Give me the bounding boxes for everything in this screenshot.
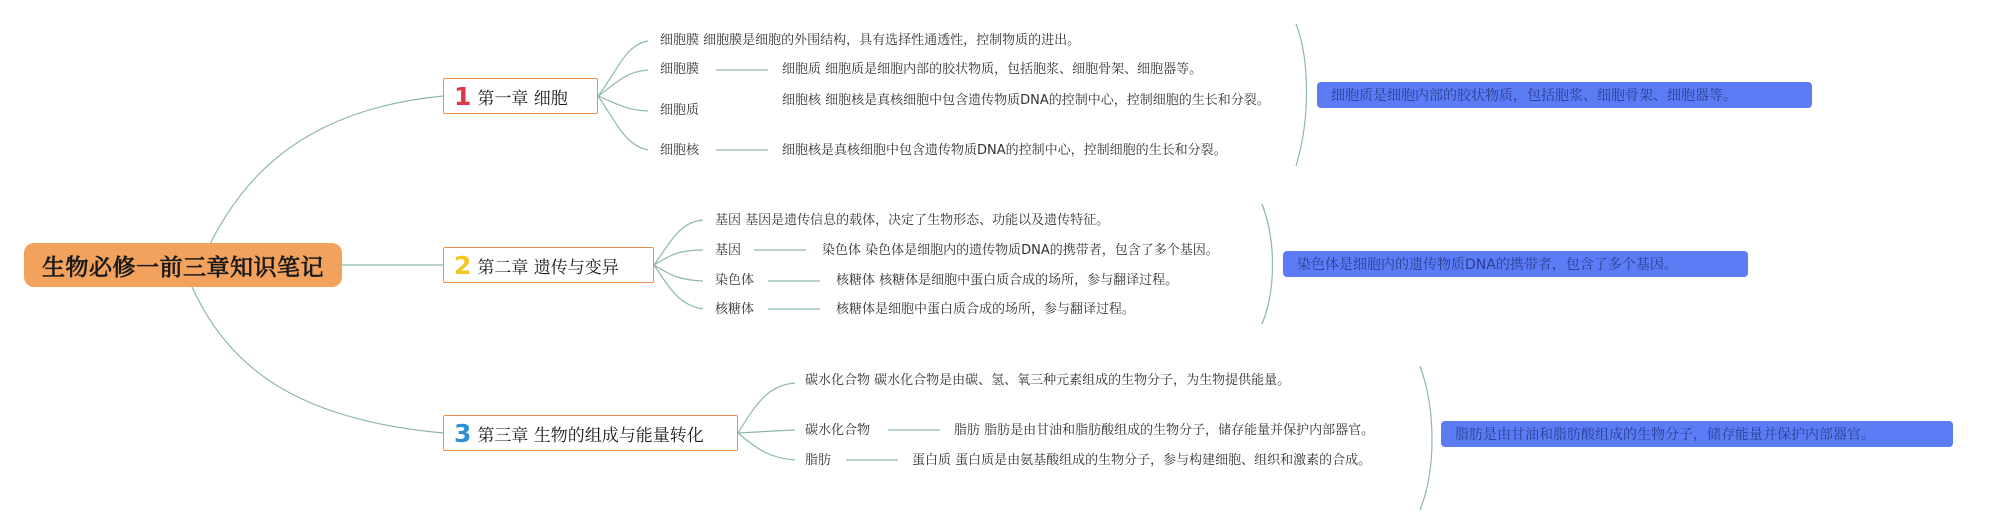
chapter-1-row-1-label[interactable]: 细胞膜 细胞膜是细胞的外围结构，具有选择性通透性，控制物质的进出。 <box>660 33 1081 48</box>
chapter-2-number: 2 <box>454 250 472 280</box>
chapter-2-row-3-detail[interactable]: 核糖体 核糖体是细胞中蛋白质合成的场所，参与翻译过程。 <box>836 273 1179 288</box>
chapter-2-summary[interactable] <box>1283 251 1748 277</box>
chapter-3-number: 3 <box>454 418 472 448</box>
connector-ch2-bracket <box>1262 204 1273 324</box>
chapter-2-row-4-label[interactable]: 核糖体 <box>715 302 755 317</box>
connector-ch2-row-2 <box>654 250 703 265</box>
chapter-3-summary-text: 脂肪是由甘油和脂肪酸组成的生物分子，储存能量并保护内部器官。 <box>1455 427 1875 443</box>
chapter-2-row-4-detail[interactable]: 核糖体是细胞中蛋白质合成的场所，参与翻译过程。 <box>836 302 1136 317</box>
chapter-1-summary[interactable] <box>1317 82 1812 108</box>
chapter-3-row-2-label[interactable]: 碳水化合物 <box>805 423 871 438</box>
chapter-3-row-3-label[interactable]: 脂肪 <box>805 453 832 468</box>
chapter-2-summary-text: 染色体是细胞内的遗传物质DNA的携带者，包含了多个基因。 <box>1297 257 1678 273</box>
chapter-3-row-3-detail[interactable]: 蛋白质 蛋白质是由氨基酸组成的生物分子，参与构建细胞、组织和激素的合成。 <box>912 453 1372 468</box>
chapter-1-number: 1 <box>454 81 472 111</box>
chapter-2-node[interactable] <box>443 247 654 283</box>
connector-ch2-row-1 <box>654 220 703 265</box>
chapter-1-row-4-label[interactable]: 细胞核 <box>660 143 700 158</box>
connector-ch3-row-3 <box>738 433 795 460</box>
connector-root-chapter-3 <box>192 287 443 433</box>
connector-ch1-row-4 <box>598 96 648 150</box>
chapter-2-row-2-detail[interactable]: 染色体 染色体是细胞内的遗传物质DNA的携带者，包含了多个基因。 <box>822 243 1219 258</box>
chapter-3-row-1-label[interactable]: 碳水化合物 碳水化合物是由碳、氢、氧三种元素组成的生物分子，为生物提供能量。 <box>805 373 1291 388</box>
root-topic-title: 生物必修一前三章知识笔记 <box>42 254 324 281</box>
chapter-3-row-2-detail[interactable]: 脂肪 脂肪是由甘油和脂肪酸组成的生物分子，储存能量并保护内部器官。 <box>954 423 1375 438</box>
connector-ch3-row-2 <box>738 430 795 433</box>
connector-ch2-row-3 <box>654 265 703 281</box>
connector-ch1-row-2 <box>598 70 648 96</box>
chapter-1-row-4-detail[interactable]: 细胞核是真核细胞中包含遗传物质DNA的控制中心，控制细胞的生长和分裂。 <box>782 143 1227 158</box>
connector-ch2-row-4 <box>654 265 703 309</box>
chapter-3-title: 第三章 生物的组成与能量转化 <box>477 425 704 446</box>
chapter-3-summary[interactable] <box>1441 421 1953 447</box>
connector-ch1-row-3 <box>598 96 648 111</box>
chapter-1-node[interactable] <box>443 78 598 114</box>
chapter-2-row-1-label[interactable]: 基因 基因是遗传信息的载体，决定了生物形态、功能以及遗传特征。 <box>715 213 1110 228</box>
chapter-2-row-2-label[interactable]: 基因 <box>715 243 742 258</box>
connector-ch3-row-1 <box>738 383 795 433</box>
chapter-1-row-3-detail[interactable]: 细胞核 细胞核是真核细胞中包含遗传物质DNA的控制中心，控制细胞的生长和分裂。 <box>782 93 1270 108</box>
chapter-2-title: 第二章 遗传与变异 <box>477 257 619 278</box>
chapter-1-row-2-detail[interactable]: 细胞质 细胞质是细胞内部的胶状物质，包括胞浆、细胞骨架、细胞器等。 <box>782 62 1203 77</box>
connector-ch3-bracket <box>1420 366 1432 510</box>
chapter-2-row-3-label[interactable]: 染色体 <box>715 273 755 288</box>
chapter-1-summary-text: 细胞质是细胞内部的胶状物质，包括胞浆、细胞骨架、细胞器等。 <box>1331 88 1737 104</box>
chapter-1-row-3-label[interactable]: 细胞质 <box>660 103 700 118</box>
root-topic[interactable] <box>24 243 342 287</box>
connector-ch1-row-1 <box>598 41 648 96</box>
chapter-1-title: 第一章 细胞 <box>477 88 568 109</box>
chapter-1-row-2-label[interactable]: 细胞膜 <box>660 62 700 77</box>
connector-ch1-bracket <box>1296 24 1307 166</box>
chapter-3-node[interactable] <box>443 415 738 451</box>
